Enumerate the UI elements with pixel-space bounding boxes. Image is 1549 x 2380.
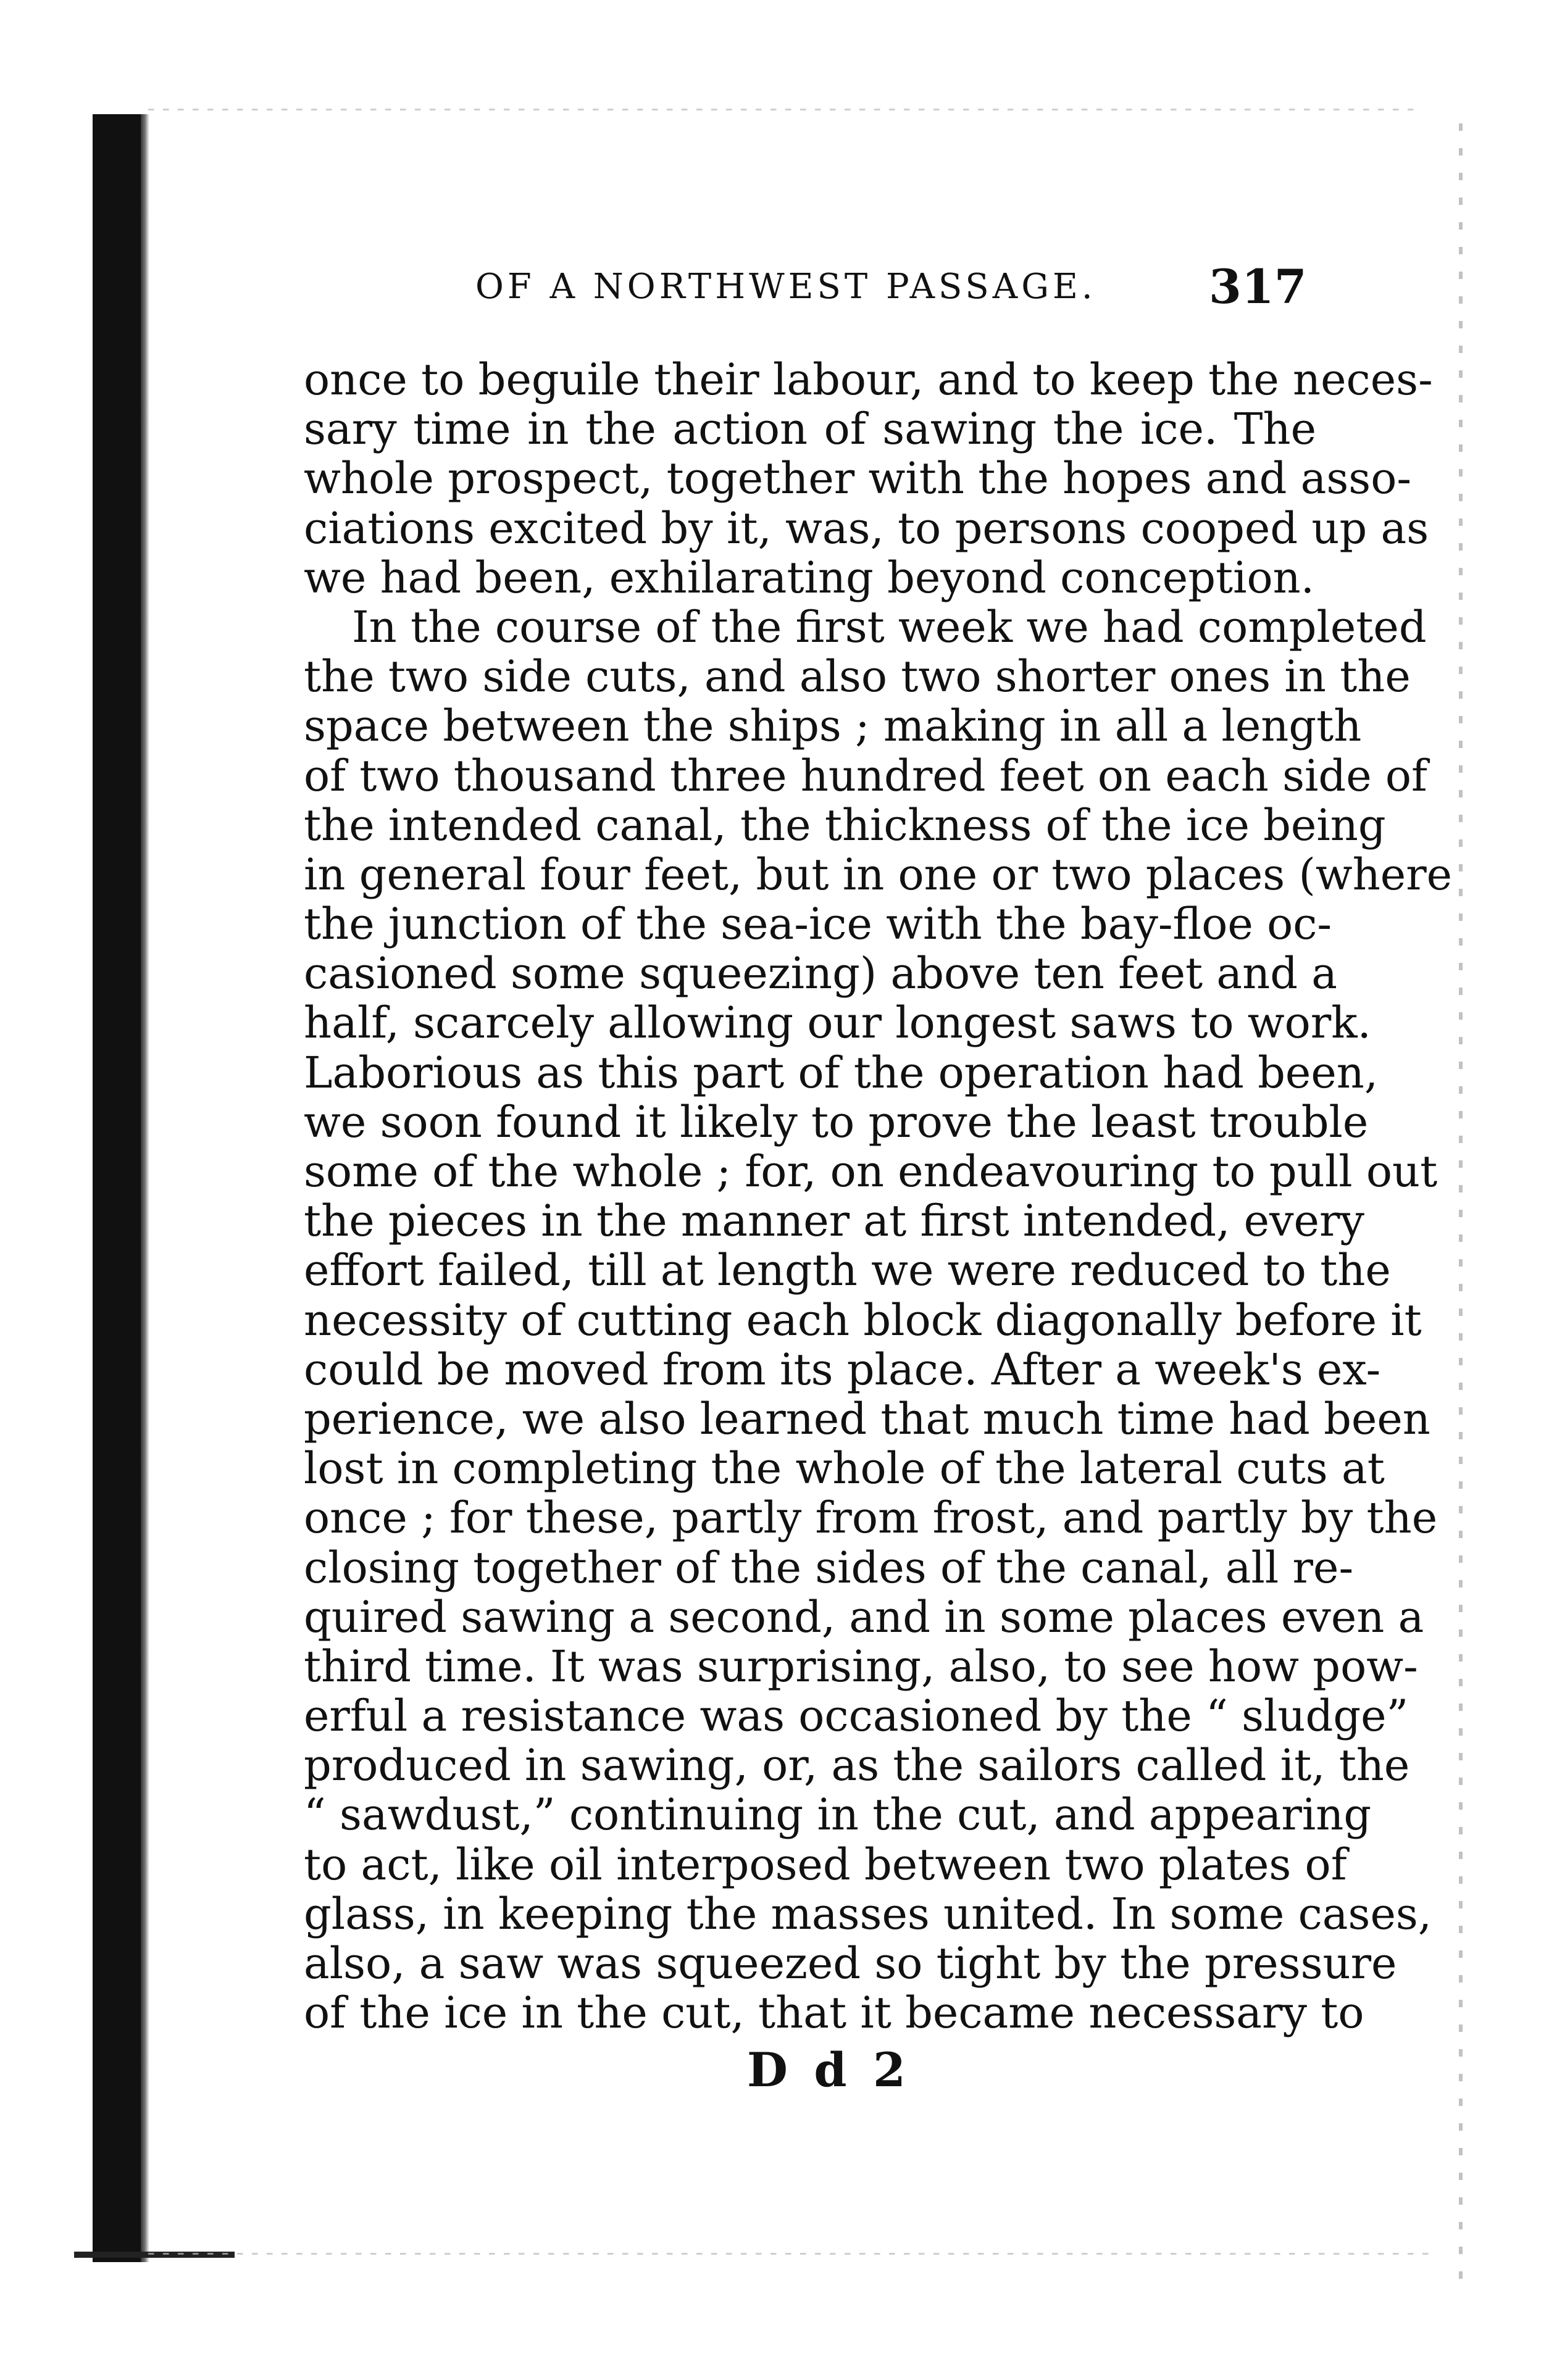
- text-line: Laborious as this part of the operation had been,: [304, 1047, 1379, 1098]
- text-line: necessity of cutting each block diagonally before it: [304, 1294, 1422, 1346]
- text-line: also, a saw was squeezed so tight by the pressure: [304, 1938, 1397, 1989]
- text-line: erful a resistance was occasioned by the “ sludge”: [304, 1691, 1409, 1742]
- text-line: third time. It was surprising, also, to see how pow-: [304, 1641, 1418, 1692]
- text-line: In the course of the first week we had completed: [352, 601, 1427, 652]
- running-head: OF A NORTHWEST PASSAGE.: [475, 267, 1096, 307]
- text-line: “ sawdust,” continuing in the cut, and appearing: [304, 1789, 1372, 1841]
- text-line: lost in completing the whole of the lateral cuts at: [304, 1443, 1385, 1494]
- text-line: we had been, exhilarating beyond conception.: [304, 552, 1315, 603]
- text-line: ciations excited by it, was, to persons cooped up as: [304, 502, 1429, 554]
- text-line: whole prospect, together with the hopes and asso-: [304, 453, 1412, 504]
- text-line: to act, like oil interposed between two plates of: [304, 1839, 1347, 1890]
- text-line: produced in sawing, or, as the sailors called it, the: [304, 1740, 1410, 1791]
- text-line: casioned some squeezing) above ten feet and a: [304, 948, 1338, 999]
- text-line: in general four feet, but in one or two places (where: [304, 849, 1453, 900]
- page-number: 317: [1209, 259, 1307, 314]
- text-line: the pieces in the manner at first intended, every: [304, 1196, 1364, 1247]
- text-line: we soon found it likely to prove the least trouble: [304, 1096, 1369, 1147]
- text-line: some of the whole ; for, on endeavouring to pull out: [304, 1146, 1438, 1197]
- text-line: the two side cuts, and also two shorter ones in the: [304, 651, 1411, 702]
- text-line: of the ice in the cut, that it became necessary to: [304, 1987, 1364, 2039]
- signature-mark: D d 2: [747, 2042, 911, 2097]
- text-line: once to beguile their labour, and to keep the neces-: [304, 354, 1433, 405]
- text-line: space between the ships ; making in all a length: [304, 701, 1362, 752]
- text-line: the intended canal, the thickness of the ice being: [304, 799, 1386, 851]
- text-line: quired sawing a second, and in some places even a: [304, 1591, 1424, 1642]
- page-edge: [1459, 123, 1463, 2284]
- text-line: of two thousand three hundred feet on each side of: [304, 750, 1427, 801]
- binding-shadow: [93, 114, 142, 2262]
- text-line: closing together of the sides of the canal, all re-: [304, 1542, 1354, 1593]
- text-line: half, scarcely allowing our longest saws to work.: [304, 997, 1371, 1049]
- text-line: the junction of the sea-ice with the bay-floe oc-: [304, 899, 1332, 950]
- text-line: perience, we also learned that much time had been: [304, 1393, 1430, 1444]
- text-line: glass, in keeping the masses united. In some cases,: [304, 1888, 1432, 1939]
- bottom-scan-edge: [148, 2253, 1432, 2255]
- text-line: could be moved from its place. After a week's ex-: [304, 1344, 1381, 1395]
- text-line: once ; for these, partly from frost, and partly by the: [304, 1492, 1438, 1544]
- text-line: sary time in the action of sawing the ice. The: [304, 404, 1316, 455]
- binding-edge: [141, 114, 149, 2262]
- top-scan-edge: [148, 109, 1414, 110]
- text-line: effort failed, till at length we were reduced to the: [304, 1245, 1391, 1296]
- body-text: [304, 354, 1453, 2039]
